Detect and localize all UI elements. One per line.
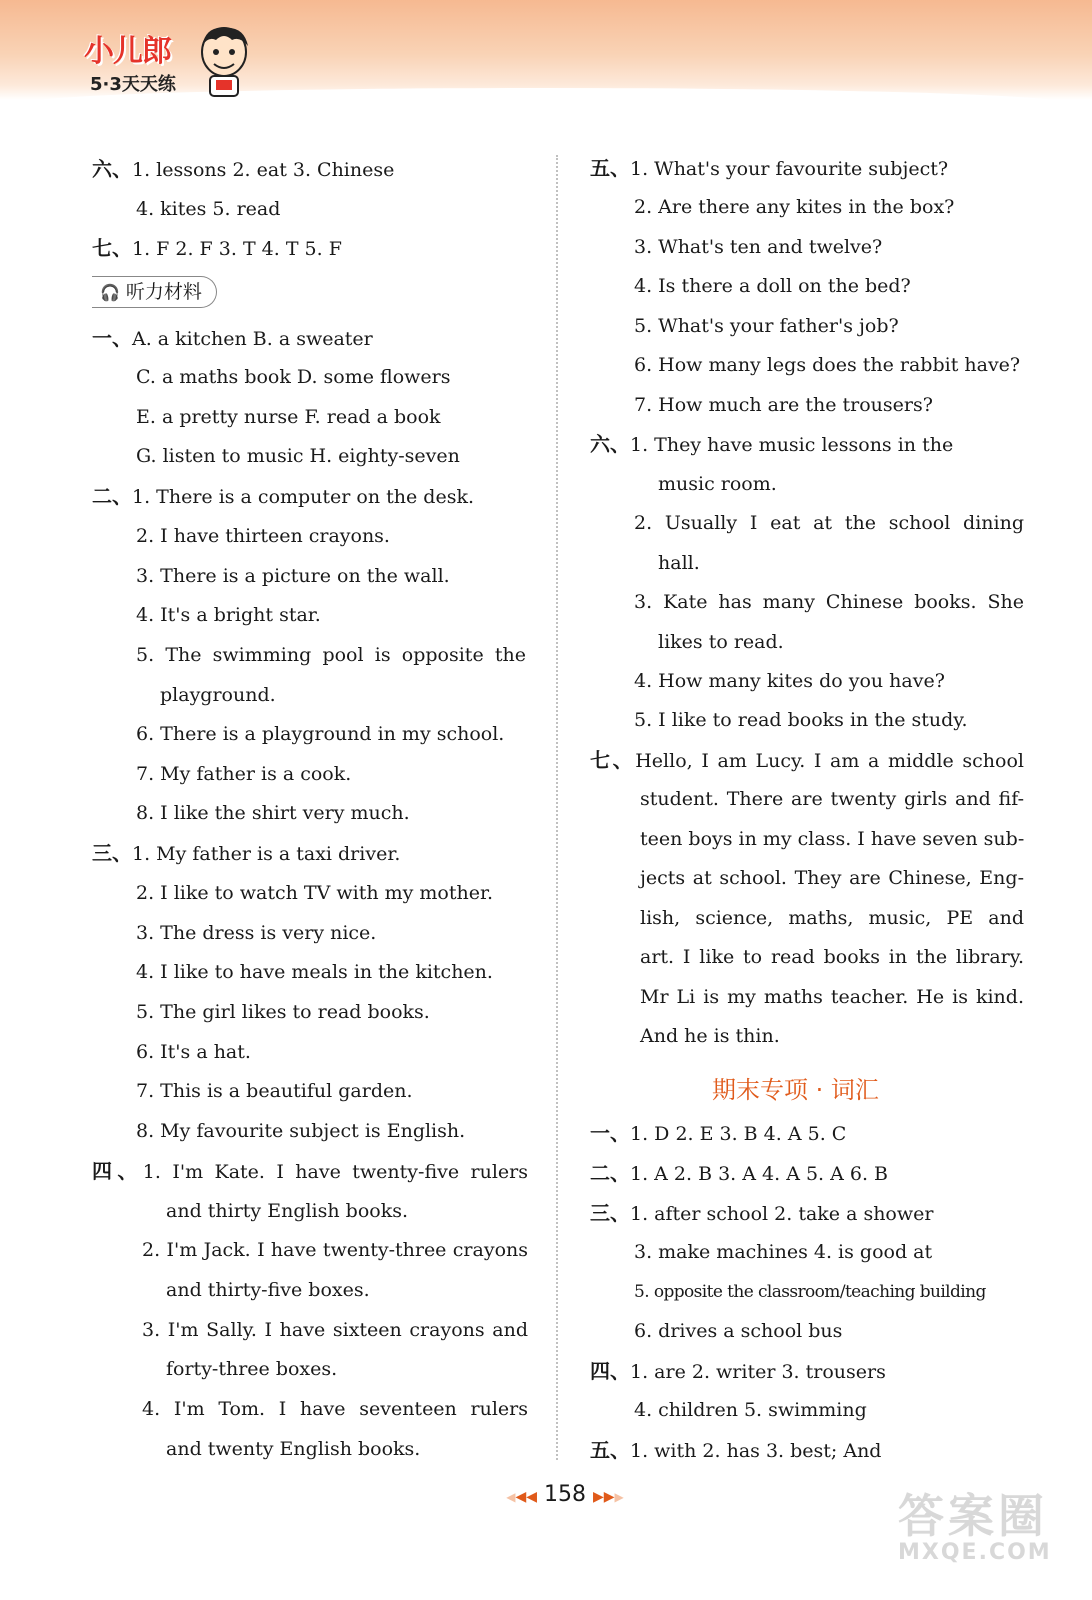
listening-q7-line: And he is thin. xyxy=(640,1025,780,1047)
listening-q2-line: 5. The swimming pool is opposite the xyxy=(136,644,526,666)
vocab-q3: 三、1. after school 2. take a shower xyxy=(590,1201,934,1225)
vocab-q4-line: 4. children 5. swimming xyxy=(634,1399,867,1421)
listening-q4-line: 3. I'm Sally. I have sixteen crayons and xyxy=(142,1319,528,1341)
watermark-text: 答案圈 xyxy=(898,1489,1048,1543)
prev-arrows-icon: ◀ xyxy=(506,1490,516,1504)
listening-q6-line: likes to read. xyxy=(658,631,784,653)
listening-q2-line: 7. My father is a cook. xyxy=(136,763,352,785)
series-name: 5·3天天练 xyxy=(90,74,176,95)
listening-q7-line: art. I like to read books in the library. xyxy=(640,946,1024,968)
next-arrows-icon: ▶ xyxy=(614,1490,624,1504)
listening-q5-line: 7. How much are the trousers? xyxy=(634,394,933,416)
listening-q6-line: music room. xyxy=(658,473,777,495)
listening-q5-line: 3. What's ten and twelve? xyxy=(634,236,883,258)
listening-q6-line: 5. I like to read books in the study. xyxy=(634,709,968,731)
listening-q5-line: 4. Is there a doll on the bed? xyxy=(634,275,911,297)
vocab-q3-line: 6. drives a school bus xyxy=(634,1320,843,1342)
page-number: 158 xyxy=(544,1482,586,1507)
answer-s6: 六、1. lessons 2. eat 3. Chinese xyxy=(92,157,395,181)
answer-s7: 七、1. F 2. F 3. T 4. T 5. F xyxy=(92,236,342,260)
listening-q4-line: and thirty English books. xyxy=(166,1200,408,1222)
listening-q3-line: 7. This is a beautiful garden. xyxy=(136,1080,413,1102)
listening-material-tag: 🎧 听力材料 xyxy=(92,276,217,308)
prev-arrow-icon: ◀◀ xyxy=(515,1489,537,1505)
listening-q7: 七、Hello, I am Lucy. I am a middle school xyxy=(590,748,1025,772)
listening-q4-line: and thirty-five boxes. xyxy=(166,1279,370,1301)
listening-q7-line: lish, science, maths, music, PE and xyxy=(640,907,1024,929)
listening-q2-line: 4. It's a bright star. xyxy=(136,604,321,626)
listening-q4-line: forty-three boxes. xyxy=(166,1358,338,1380)
listening-q7-line: Mr Li is my maths teacher. He is kind. xyxy=(640,986,1024,1008)
listening-q5-line: 6. How many legs does the rabbit have? xyxy=(634,354,1021,376)
listening-q4-line: and twenty English books. xyxy=(166,1438,421,1460)
watermark-url: MXQE.COM xyxy=(898,1540,1052,1565)
listening-q4: 四、1. I'm Kate. I have twenty-five rulers xyxy=(92,1159,528,1183)
listening-q2-line: 2. I have thirteen crayons. xyxy=(136,525,390,547)
brand-logo: 小儿郎 xyxy=(84,34,171,69)
listening-q2-line: 6. There is a playground in my school. xyxy=(136,723,505,745)
listening-q3-line: 2. I like to watch TV with my mother. xyxy=(136,882,494,904)
listening-q6: 六、1. They have music lessons in the xyxy=(590,432,954,456)
listening-q3-line: 6. It's a hat. xyxy=(136,1041,251,1063)
listening-q2: 二、1. There is a computer on the desk. xyxy=(92,484,474,508)
listening-q1-line: G. listen to music H. eighty-seven xyxy=(136,445,460,467)
vocab-q3-line: 5. opposite the classroom/teaching building xyxy=(634,1282,986,1302)
next-arrow-icon: ▶▶ xyxy=(593,1489,615,1505)
vocab-q3-line: 3. make machines 4. is good at xyxy=(634,1241,933,1263)
headphones-icon: 🎧 xyxy=(100,283,120,302)
listening-q7-line: jects at school. They are Chinese, Eng- xyxy=(640,867,1024,889)
listening-q2-line: 8. I like the shirt very much. xyxy=(136,802,410,824)
mascot-icon xyxy=(196,24,252,98)
listening-q6-line: 4. How many kites do you have? xyxy=(634,670,945,692)
listening-q4-line: 2. I'm Jack. I have twenty-three crayons xyxy=(142,1239,528,1261)
page-number-footer xyxy=(480,1480,650,1510)
section-title-vocabulary: 期末专项 · 词汇 xyxy=(712,1076,879,1104)
vocab-q5: 五、1. with 2. has 3. best; And xyxy=(590,1438,882,1462)
vocab-q2: 二、1. A 2. B 3. A 4. A 5. A 6. B xyxy=(590,1161,889,1185)
answer-s6-cont: 4. kites 5. read xyxy=(136,198,281,220)
listening-q4-line: 4. I'm Tom. I have seventeen rulers xyxy=(142,1398,528,1420)
listening-q3-line: 5. The girl likes to read books. xyxy=(136,1001,430,1023)
header-tear xyxy=(20,88,1072,104)
vocab-q1: 一、1. D 2. E 3. B 4. A 5. C xyxy=(590,1121,847,1145)
column-divider xyxy=(556,155,558,1460)
listening-q1: 一、A. a kitchen B. a sweater xyxy=(92,326,373,350)
listening-q5-line: 5. What's your father's job? xyxy=(634,315,899,337)
listening-q7-line: student. There are twenty girls and fif- xyxy=(640,788,1024,810)
vocab-q4: 四、1. are 2. writer 3. trousers xyxy=(590,1359,886,1383)
listening-q3-line: 4. I like to have meals in the kitchen. xyxy=(136,961,493,983)
listening-q1-line: E. a pretty nurse F. read a book xyxy=(136,406,441,428)
watermark xyxy=(898,1480,1052,1565)
listening-q5-line: 2. Are there any kites in the box? xyxy=(634,196,955,218)
listening-q7-line: teen boys in my class. I have seven sub- xyxy=(640,828,1025,850)
listening-q2-line: 3. There is a picture on the wall. xyxy=(136,565,450,587)
listening-q6-line: hall. xyxy=(658,552,700,574)
listening-q6-line: 2. Usually I eat at the school dining xyxy=(634,512,1024,534)
listening-q1-line: C. a maths book D. some flowers xyxy=(136,366,451,388)
listening-q3-line: 8. My favourite subject is English. xyxy=(136,1120,466,1142)
listening-q5: 五、1. What's your favourite subject? xyxy=(590,156,949,180)
listening-q3-line: 3. The dress is very nice. xyxy=(136,922,377,944)
listening-q6-line: 3. Kate has many Chinese books. She xyxy=(634,591,1024,613)
listening-q3: 三、1. My father is a taxi driver. xyxy=(92,841,401,865)
listening-q2-line: playground. xyxy=(160,684,276,706)
